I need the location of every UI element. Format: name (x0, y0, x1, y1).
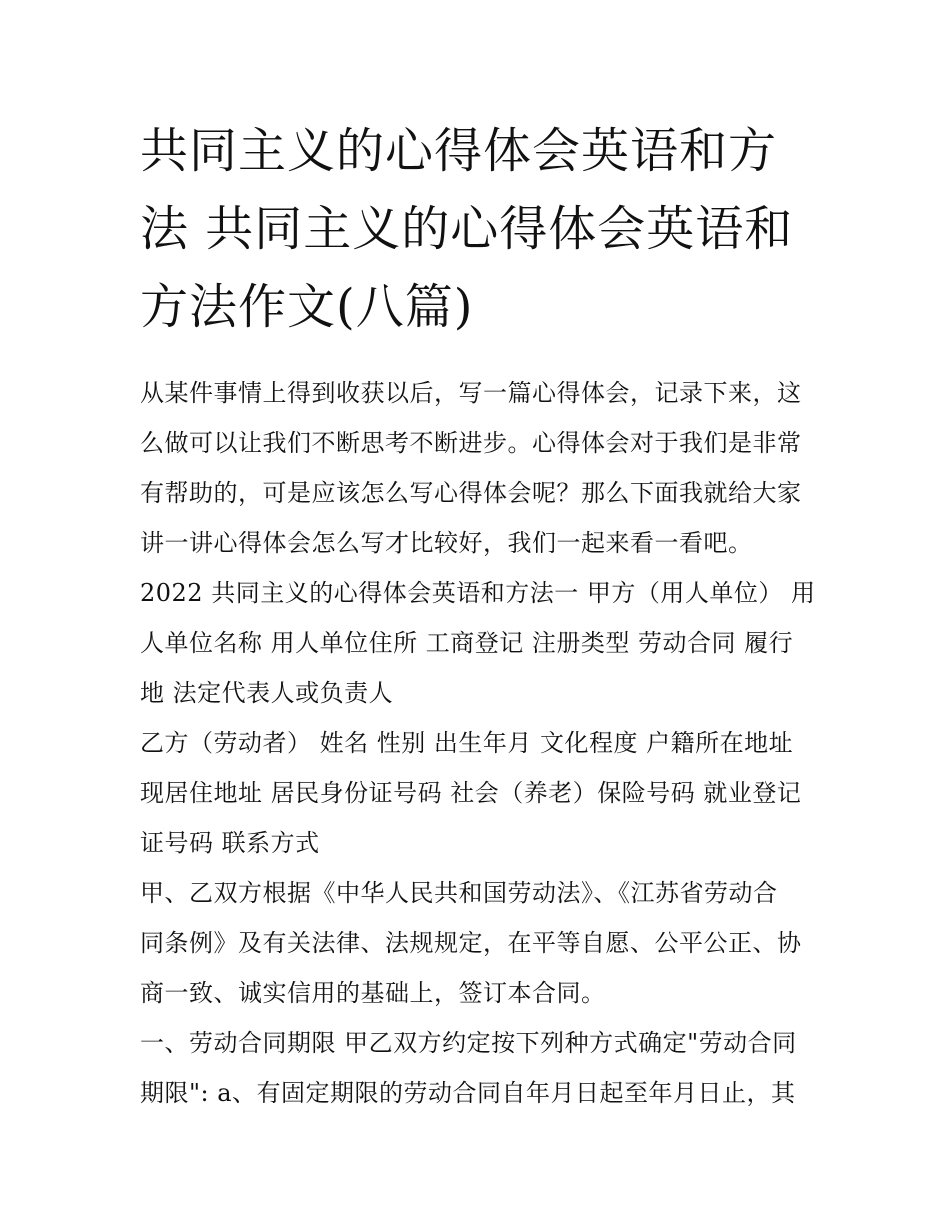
text-line: 期限": a、有固定期限的劳动合同自年月日起至年月日止，其 (140, 1079, 796, 1107)
party-b-paragraph (140, 718, 820, 868)
legal-basis-paragraph (140, 868, 820, 1018)
text-line: 人单位名称 用人单位住所 工商登记 注册类型 劳动合同 履行 (140, 629, 794, 657)
text-line: 么做可以让我们不断思考不断进步。心得体会对于我们是非常 (140, 429, 802, 457)
document-body (140, 368, 820, 1118)
text-line: 同条例》及有关法律、法规规定，在平等自愿、公平公正、协 (140, 929, 802, 957)
document-page (140, 112, 820, 1118)
text-line: 商一致、诚实信用的基础上，签订本合同。 (140, 979, 606, 1007)
title-line: 法 共同主义的心得体会英语和 (140, 201, 794, 257)
text-line: 证号码 联系方式 (140, 829, 320, 857)
text-line: 讲一讲心得体会怎么写才比较好，我们一起来看一看吧。 (140, 529, 753, 557)
text-line: 从某件事情上得到收获以后，写一篇心得体会，记录下来，这 (140, 379, 802, 407)
document-title (140, 112, 820, 346)
text-line: 2022 共同主义的心得体会英语和方法一 甲方（用人单位） 用 (140, 579, 816, 607)
intro-paragraph (140, 368, 820, 568)
text-line: 有帮助的，可是应该怎么写心得体会呢？那么下面我就给大家 (140, 479, 802, 507)
title-line: 共同主义的心得体会英语和方 (140, 123, 778, 179)
text-line: 一、劳动合同期限 甲乙双方约定按下列种方式确定"劳动合同 (140, 1029, 797, 1057)
text-line: 地 法定代表人或负责人 (140, 679, 394, 707)
text-line: 现居住地址 居民身份证号码 社会（养老）保险号码 就业登记 (140, 779, 802, 807)
title-line: 方法作文(八篇) (140, 279, 474, 335)
text-line: 甲、乙双方根据《中华人民共和国劳动法》、《江苏省劳动合 (140, 879, 778, 907)
contract-term-paragraph (140, 1018, 820, 1118)
party-a-paragraph (140, 568, 820, 718)
text-line: 乙方（劳动者） 姓名 性别 出生年月 文化程度 户籍所在地址 (140, 729, 794, 757)
